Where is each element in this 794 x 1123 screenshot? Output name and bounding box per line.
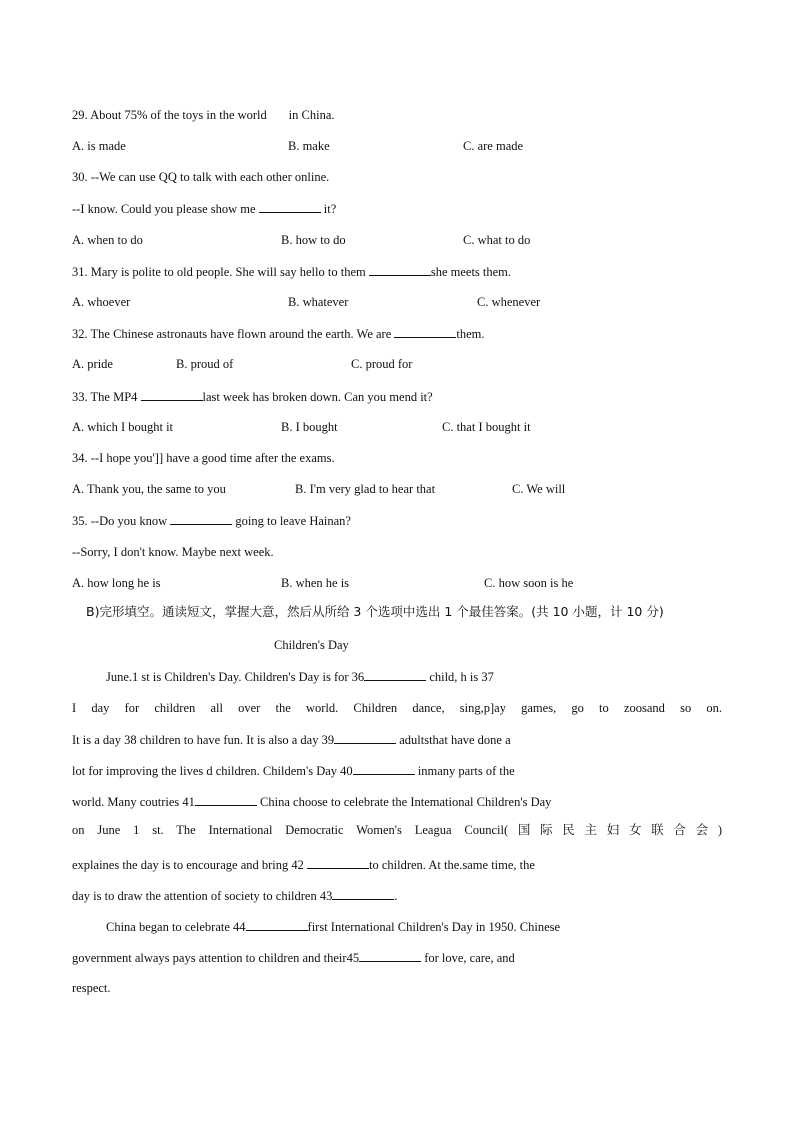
question-stem: The Chinese astronauts have flown around the earth. We are	[90, 327, 392, 341]
option-a: A. whoever	[72, 295, 131, 309]
answer-blank	[394, 325, 456, 338]
question-number: 32.	[72, 327, 88, 341]
option-b: B. proud of	[176, 357, 234, 371]
passage-line: China began to celebrate 44 first International Children's Day in 1950. Chinese	[106, 920, 561, 934]
passage-line: June.1 st is Children's Day. Children's Day is for 36 child, h is 37	[106, 670, 494, 684]
option-a: A. is made	[72, 139, 126, 153]
option-a: A. how long he is	[72, 576, 161, 590]
question-stem: --We can use QQ to talk with each other online.	[90, 170, 330, 184]
option-c: C. how soon is he	[484, 576, 574, 590]
passage-line: world. Many coutries 41 China choose to celebrate the Intemational Children's Day	[72, 795, 552, 809]
question-number: 29.	[72, 108, 88, 122]
passage-line: day is to draw the attention of society to children 43 .	[72, 889, 398, 903]
question-31	[72, 263, 511, 280]
option-b: B. how to do	[281, 233, 346, 247]
question-32	[72, 325, 485, 342]
dialogue-line: --I know. Could you please show me	[72, 202, 256, 216]
question-number: 35.	[72, 514, 88, 528]
option-c: C. that I bought it	[442, 420, 531, 434]
passage-line: respect.	[72, 981, 111, 995]
passage-line: lot for improving the lives d children. Childem's Day 40 inmany parts of the	[72, 764, 515, 778]
option-a: A. when to do	[72, 233, 143, 247]
option-b: B. when he is	[281, 576, 350, 590]
answer-blank	[307, 856, 369, 869]
question-stem: Mary is polite to old people. She will say hello to them	[90, 265, 366, 279]
question-stem-after: last week has broken down. Can you mend it?	[202, 390, 433, 404]
question-stem: --I hope you']] have a good time after the exams.	[90, 451, 335, 465]
answer-blank	[195, 793, 257, 806]
option-a: A. pride	[72, 357, 113, 371]
dialogue-line-after: it?	[323, 202, 337, 216]
answer-blank	[170, 512, 232, 525]
option-c: C. proud for	[351, 357, 413, 371]
question-stem: About 75% of the toys in the world	[90, 108, 267, 122]
answer-blank	[246, 918, 308, 931]
passage-line: I day for children all over the world. Children dance, sing,p]ay games, go to zoosand so on.	[72, 701, 722, 715]
question-stem-after: going to leave Hainan?	[235, 514, 351, 528]
passage-line: It is a day 38 children to have fun. It is also a day 39 adultsthat have done a	[72, 733, 511, 747]
question-stem-after: them.	[456, 327, 485, 341]
passage-line: on June 1 st. The International Democratic Women's Leagua Council(国际民主妇女联合会)	[72, 823, 722, 837]
question-stem: The MP4	[90, 390, 138, 404]
answer-blank	[364, 668, 426, 681]
option-b: B. I'm very glad to hear that	[295, 482, 436, 496]
option-c: C. are made	[463, 139, 524, 153]
passage-line: explaines the day is to encourage and bring 42 to children. At the.same time, the	[72, 858, 535, 872]
option-b: B. whatever	[288, 295, 349, 309]
option-b: B. I bought	[281, 420, 338, 434]
question-33	[72, 388, 433, 405]
passage-title: Children's Day	[274, 638, 349, 652]
option-a: A. which I bought it	[72, 420, 174, 434]
question-number: 30.	[72, 170, 88, 184]
question-stem: --Do you know	[90, 514, 168, 528]
answer-blank	[141, 388, 203, 401]
question-stem-after: in China.	[288, 108, 335, 122]
answer-blank	[259, 200, 321, 213]
option-c: C. what to do	[463, 233, 531, 247]
question-35-line2: --Sorry, I don't know. Maybe next week.	[72, 545, 274, 559]
question-35	[72, 512, 351, 529]
question-number: 31.	[72, 265, 88, 279]
question-stem-after: she meets them.	[430, 265, 512, 279]
option-a: A. Thank you, the same to you	[72, 482, 226, 496]
question-number: 33.	[72, 390, 88, 404]
question-number: 34.	[72, 451, 88, 465]
answer-blank	[332, 887, 394, 900]
option-c: C. whenever	[477, 295, 541, 309]
answer-blank	[369, 263, 431, 276]
question-30	[72, 169, 329, 185]
passage-line: government always pays attention to children and their45 for love, care, and	[72, 951, 515, 965]
answer-blank	[334, 731, 396, 744]
answer-blank	[359, 949, 421, 962]
option-c: C. We will	[512, 482, 566, 496]
question-34	[72, 450, 335, 466]
question-30-line2	[72, 200, 336, 217]
section-b-heading: B)完形填空。通读短文，掌握大意，然后从所给 3 个选项中选出 1 个最佳答案。(共 10 小题，计 10 分)	[86, 604, 664, 619]
answer-blank	[353, 762, 415, 775]
option-b: B. make	[288, 139, 330, 153]
question-29	[72, 107, 335, 123]
